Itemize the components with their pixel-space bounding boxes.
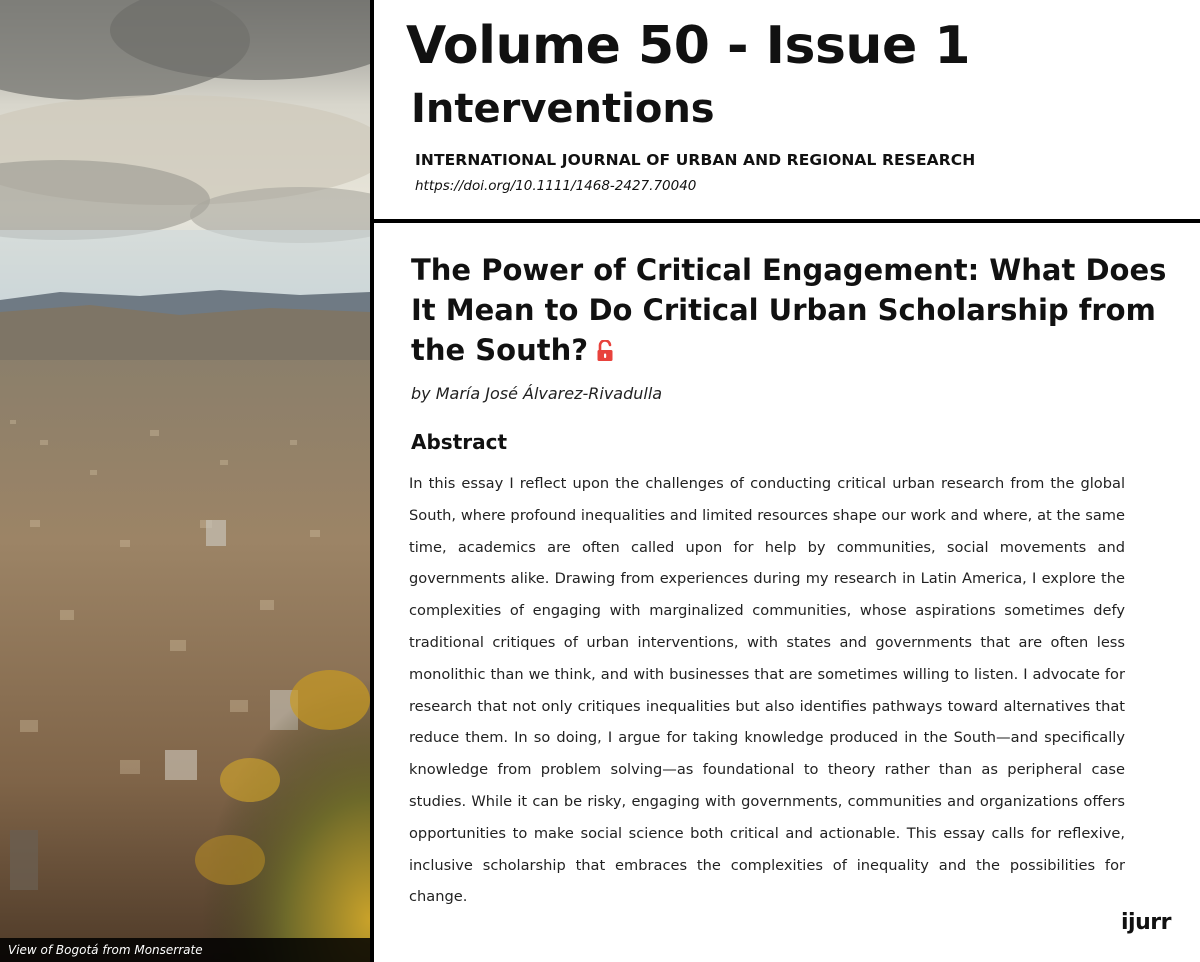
abstract-text: In this essay I reflect upon the challenges of conducting critical urban research from the global South, where profound inequalities and limited resources shape our work and where, at the same time, academics are often called upon for help by communities, social movements and governments alike. Drawing from experiences during my research in Latin America, I explore the complexities of engaging with marginalized communities, whose aspirations sometimes defy traditional critiques of urban interventions, with states and governments that are often less monolithic than we think, and with businesses that are sometimes willing to listen. I advocate for research that not only critiques inequalities but also identifies pathways toward alternatives that reduce them. In so doing, I argue for taking knowledge produced in the South—and specifically knowledge from problem solving—as foundational to theory rather than as peripheral case studies. While it can be risky, engaging with governments, communities and organizations offers opportunities to make social science both critical and actionable. This essay calls for reflexive, inclusive scholarship that embraces the complexities of inequality and the possibilities for change. [409,475,1125,906]
horizontal-divider [374,219,1200,223]
cover-photo [0,0,370,962]
vertical-divider [370,0,374,962]
photo-caption-bar [0,938,370,962]
photo-caption: View of Bogotá from Monserrate [8,943,203,957]
open-lock-icon [596,332,614,372]
city-landscape-image [0,0,370,962]
article-title[interactable] [411,250,1171,372]
article-title-text[interactable]: The Power of Critical Engagement: What Does It Mean to Do Critical Urban Scholarship from the South? [411,253,1167,367]
ijurr-logo: ijurr [1121,910,1171,935]
volume-issue-title: Volume 50 - Issue 1 [406,16,970,76]
abstract-heading: Abstract [411,430,508,454]
doi-link[interactable]: https://doi.org/10.1111/1468-2427.70040 [415,178,697,194]
section-title: Interventions [411,86,715,132]
article-author: by María José Álvarez-Rivadulla [411,384,663,403]
journal-name: INTERNATIONAL JOURNAL OF URBAN AND REGIONAL RESEARCH [415,151,976,169]
